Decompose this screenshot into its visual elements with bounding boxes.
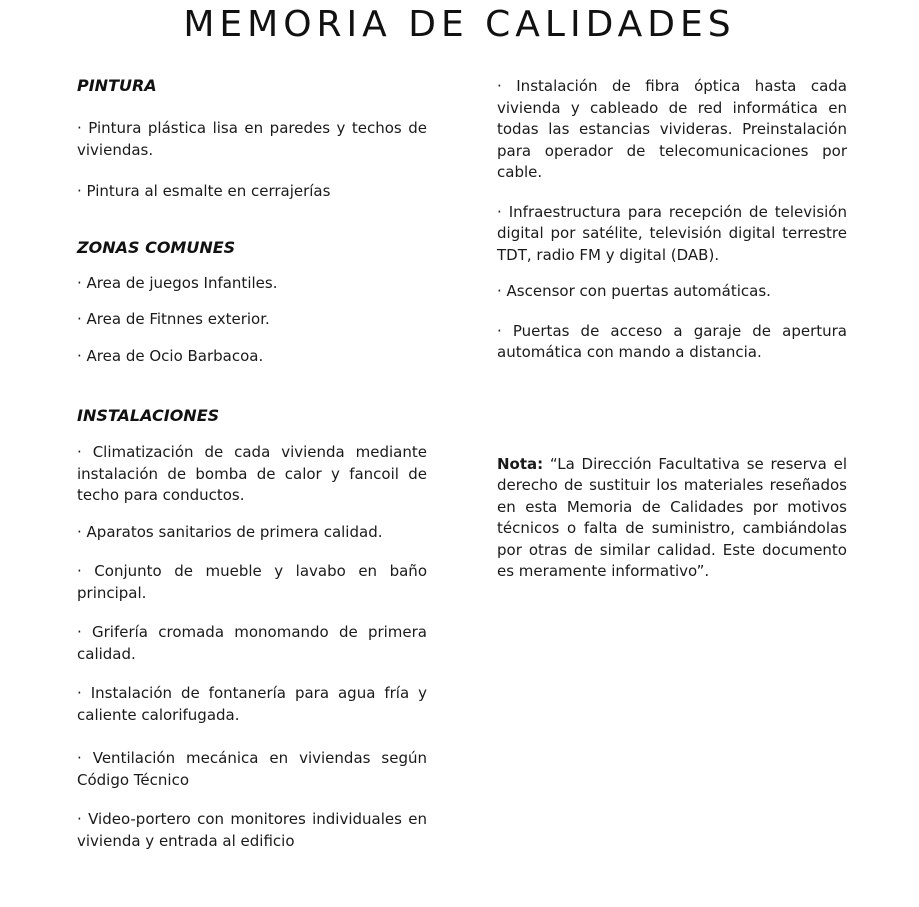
- list-item: · Area de juegos Infantiles.: [77, 273, 278, 292]
- note-paragraph: [497, 454, 847, 583]
- note-label: Nota:: [497, 454, 544, 473]
- list-item: · Grifería cromada monomando de primera calidad.: [77, 623, 427, 663]
- section-heading-pintura: PINTURA: [77, 76, 157, 95]
- list-item: · Ascensor con puertas automáticas.: [497, 282, 771, 300]
- left-column: [77, 76, 427, 852]
- list-item: · Climatización de cada vivienda mediante instalación de bomba de calor y fancoil de techo para conductos.: [77, 443, 427, 504]
- list-item: · Instalación de fontanería para agua fría y caliente calorifugada.: [77, 684, 427, 724]
- page-title: MEMORIA DE CALIDADES: [183, 4, 736, 45]
- list-item: · Area de Ocio Barbacoa.: [77, 346, 264, 365]
- list-item: · Pintura plástica lisa en paredes y techos de viviendas.: [77, 119, 427, 159]
- list-item: · Instalación de fibra óptica hasta cada vivienda y cableado de red informática en todas las estancias vivideras. Preinstalación para operador de telecomunicaciones por cable.: [497, 77, 847, 181]
- list-item: · Ventilación mecánica en viviendas según Código Técnico: [77, 749, 427, 789]
- list-item: · Area de Fitnnes exterior.: [77, 310, 270, 328]
- list-item: · Puertas de acceso a garaje de apertura automática con mando a distancia.: [497, 321, 847, 361]
- list-item: · Conjunto de mueble y lavabo en baño principal.: [77, 562, 427, 602]
- list-item: · Aparatos sanitarios de primera calidad.: [77, 522, 383, 541]
- note-text: “La Dirección Facultativa se reserva el derecho de sustituir los materiales reseñados en esta Memoria de Calidades por motivos técnicos o falta de suministro, cambiándolas por otras de similar calidad. Este documento es meramente informativo”.: [497, 454, 847, 580]
- list-item: · Pintura al esmalte en cerrajerías: [77, 182, 331, 200]
- list-item: · Infraestructura para recepción de televisión digital por satélite, televisión digital terrestre TDT, radio FM y digital (DAB).: [497, 202, 847, 264]
- section-heading-instalaciones: INSTALACIONES: [77, 406, 220, 425]
- section-heading-zonas-comunes: ZONAS COMUNES: [77, 237, 236, 257]
- list-item: · Video-portero con monitores individuales en vivienda y entrada al edificio: [77, 810, 427, 850]
- right-column: [497, 76, 847, 583]
